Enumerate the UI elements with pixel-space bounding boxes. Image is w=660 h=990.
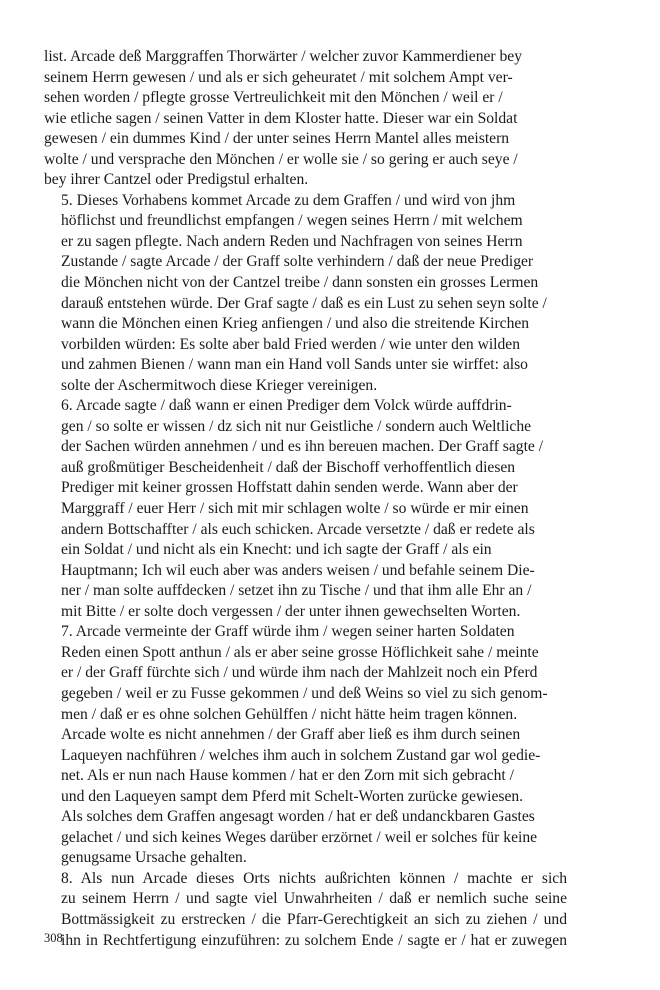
text-line: gegeben / weil er zu Fusse gekommen / und deß Weins so viel zu sich genom- bbox=[61, 684, 548, 702]
page-number: 308 bbox=[44, 931, 63, 945]
text-line: Marggraff / euer Herr / sich mit mir schlagen wolte / so würde er mir einen bbox=[61, 500, 529, 518]
text-line: 7. Arcade vermeinte der Graff würde ihm / wegen seiner harten Soldaten bbox=[61, 623, 515, 641]
text-line: 5. Dieses Vorhabens kommet Arcade zu dem Graffen / und wird von jhm bbox=[61, 191, 516, 209]
text-line: Reden einen Spott anthun / als er aber seine grosse Höflichkeit sahe / meinte bbox=[61, 643, 539, 661]
text-line: wann die Mönchen einen Krieg anfiengen / und also die streitende Kirchen bbox=[61, 315, 530, 333]
paragraph-7 bbox=[44, 622, 567, 869]
text-line: darauß entstehen würde. Der Graf sagte / daß es ein Lust zu sehen seyn solte / bbox=[61, 294, 547, 312]
text-line: genugsame Ursache gehalten. bbox=[61, 849, 247, 867]
text-line: zu seinem Herrn / und sagte viel Unwahrheiten / daß er nemlich suche seine bbox=[61, 890, 567, 908]
text-line: sehen worden / pflegte grosse Vertreulichkeit mit den Mönchen / weil er / bbox=[44, 89, 503, 107]
text-line: 6. Arcade sagte / daß wann er einen Prediger dem Volck würde auffdrin- bbox=[61, 397, 512, 415]
text-line: solte der Aschermitwoch diese Krieger vereinigen. bbox=[61, 376, 378, 394]
paragraph-6 bbox=[44, 396, 567, 622]
paragraph-continuation bbox=[44, 47, 567, 191]
text-line: gelachet / und sich keines Weges darüber erzörnet / weil er solches für keine bbox=[61, 828, 538, 846]
text-line: net. Als er nun nach Hause kommen / hat er den Zorn mit sich gebracht / bbox=[61, 767, 514, 785]
text-line: 8. Als nun Arcade dieses Orts nichts außrichten können / machte er sich bbox=[61, 869, 567, 887]
text-line: und zahmen Bienen / wann man ein Hand voll Sands unter sie wirffet: also bbox=[61, 356, 528, 374]
text-line: höflichst und freundlichst empfangen / wegen seines Herrn / mit welchem bbox=[61, 212, 523, 230]
body-text bbox=[44, 47, 567, 951]
text-line: gewesen / ein dummes Kind / der unter seines Herrn Mantel alles meistern bbox=[44, 130, 510, 148]
paragraph-8 bbox=[44, 869, 567, 951]
text-line: vorbilden würden: Es solte aber bald Fried werden / wie unter den wilden bbox=[61, 335, 521, 353]
text-line: die Mönchen nicht von der Cantzel treibe / dann sonsten ein grosses Lermen bbox=[61, 274, 539, 292]
text-line: Bottmässigkeit zu erstrecken / die Pfarr-Gerechtigkeit an sich zu ziehen / und bbox=[61, 910, 567, 928]
text-line: ein Soldat / und nicht als ein Knecht: und ich sagte der Graff / als ein bbox=[61, 541, 492, 559]
text-line: der Sachen würden annehmen / und es ihn bereuen machen. Der Graff sagte / bbox=[61, 438, 544, 456]
text-line: ihn in Rechtfertigung einzuführen: zu solchem Ende / sagte er / hat er zuwegen bbox=[61, 931, 567, 949]
text-line: und den Laqueyen sampt dem Pferd mit Schelt-Worten zurücke gewiesen. bbox=[61, 787, 524, 805]
text-line: Arcade wolte es nicht annehmen / der Graff aber ließ es ihm durch seinen bbox=[61, 726, 521, 744]
text-line: list. Arcade deß Marggraffen Thorwärter / welcher zuvor Kammerdiener bey bbox=[44, 48, 523, 65]
text-line: andern Bottschaffter / als euch schicken. Arcade versetzte / daß er redete als bbox=[61, 520, 535, 538]
text-line: Zustande / sagte Arcade / der Graff solte verhindern / daß der neue Prediger bbox=[61, 253, 534, 271]
text-line: Hauptmann; Ich wil euch aber was anders weisen / und befahle seinem Die- bbox=[61, 561, 535, 579]
text-line: wie etliche sagen / seinen Vatter in dem Kloster hatte. Dieser war ein Soldat bbox=[44, 109, 518, 127]
text-line: Als solches dem Graffen angesagt worden / hat er deß undanckbaren Gastes bbox=[61, 808, 535, 826]
text-line: Prediger mit keiner grossen Hoffstatt dahin senden werde. Wann aber der bbox=[61, 479, 518, 497]
paragraph-5 bbox=[44, 191, 567, 396]
text-line: bey ihrer Cantzel oder Predigstul erhalten. bbox=[44, 171, 309, 189]
text-line: ner / man solte auffdecken / setzet ihn zu Tische / und that ihm alle Ehr an / bbox=[61, 582, 532, 600]
text-line: wolte / und versprache den Mönchen / er wolle sie / so gering er auch seye / bbox=[44, 150, 518, 168]
text-line: Laqueyen nachführen / welches ihm auch in solchem Zustand gar wol gedie- bbox=[61, 746, 541, 764]
text-line: men / daß er es ohne solchen Gehülffen / nicht hätte heim tragen können. bbox=[61, 705, 518, 723]
text-line: gen / so solte er wissen / dz sich nit nur Geistliche / sondern auch Weltliche bbox=[61, 417, 532, 435]
text-line: er / der Graff fürchte sich / und würde ihm nach der Mahlzeit noch ein Pferd bbox=[61, 664, 538, 682]
text-line: mit Bitte / er solte doch vergessen / der unter ihnen gewechselten Worten. bbox=[61, 602, 521, 620]
text-line: er zu sagen pflegte. Nach andern Reden und Nachfragen von seines Herrn bbox=[61, 232, 523, 250]
text-line: auß großmütiger Bescheidenheit / daß der Bischoff verhoffentlich diesen bbox=[61, 458, 516, 476]
text-line: seinem Herrn gewesen / und als er sich geheuratet / mit solchem Ampt ver- bbox=[44, 68, 513, 86]
